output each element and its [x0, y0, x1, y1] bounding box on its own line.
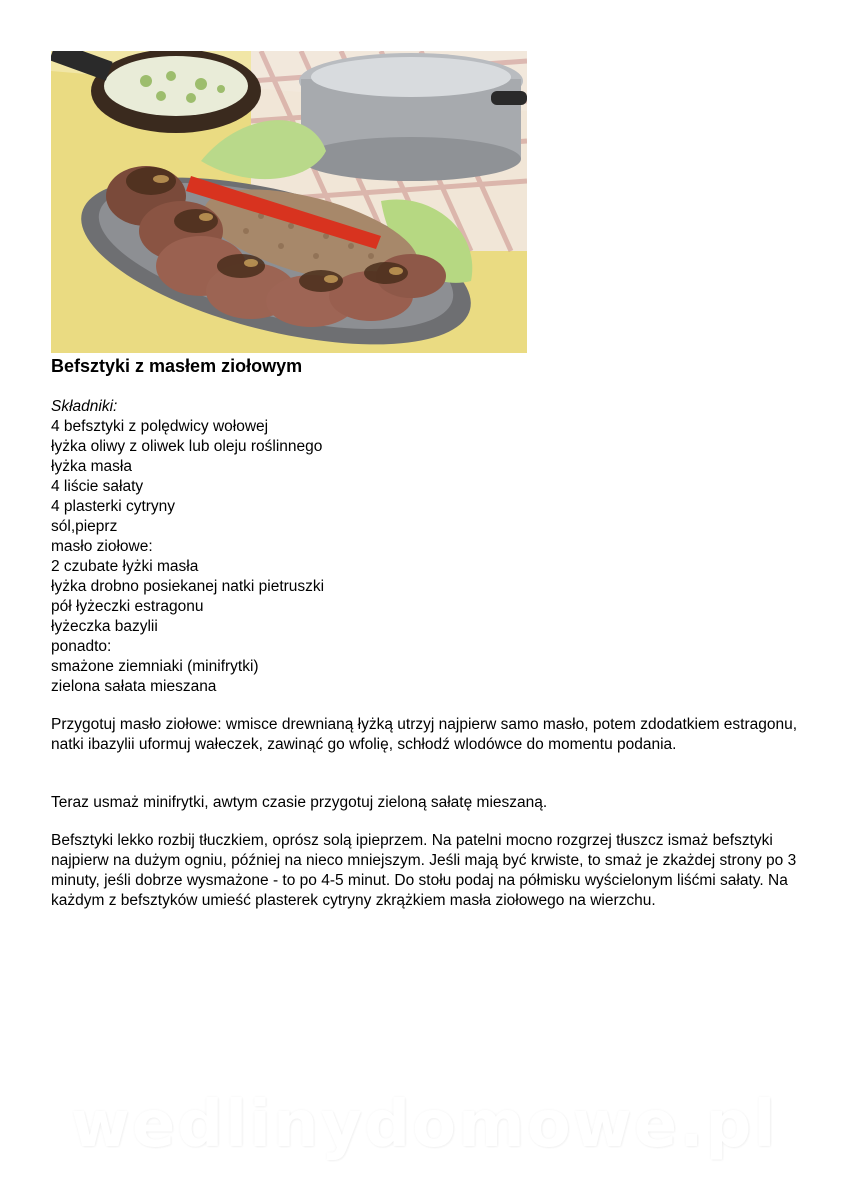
- ingredient-item: 4 befsztyki z polędwicy wołowej: [51, 418, 269, 435]
- ingredient-item: masło ziołowe:: [51, 538, 153, 555]
- food-illustration: [51, 51, 527, 353]
- ingredient-item: 2 czubate łyżki masła: [51, 558, 199, 575]
- ingredient-item: pół łyżeczki estragonu: [51, 598, 204, 615]
- step-paragraph-1: Przygotuj masło ziołowe: wmisce drewnianą łyżką utrzyj najpierw samo masło, potem zdodatkiem estragonu, natki ibazylii uformuj wałeczek, zawinąć go wfolię, schłodź wlodówce do momentu podania.: [51, 716, 798, 753]
- step-paragraph-2: Teraz usmaż minifrytki, awtym czasie przygotuj zieloną sałatę mieszaną.: [51, 794, 548, 811]
- watermark: wedlinydomowe.pl: [70, 1088, 778, 1162]
- ingredients-list: [51, 397, 811, 697]
- ingredient-item: smażone ziemniaki (minifrytki): [51, 658, 259, 675]
- ingredients-label: Składniki:: [51, 398, 118, 415]
- ingredient-item: łyżeczka bazylii: [51, 618, 158, 635]
- ingredient-item: łyżka oliwy z oliwek lub oleju roślinnego: [51, 438, 323, 455]
- step-paragraph-3: Befsztyki lekko rozbij tłuczkiem, oprósz solą ipieprzem. Na patelni mocno rozgrzej tłuszcz ismaż befsztyki najpierw na dużym ogniu, później na nieco mniejszym. Jeśli mają być krwiste, to smaż je zkażdej strony po 3 minuty, jeśli dobrze wysmażone - to po 4-5 minut. Do stołu podaj na półmisku wyścielonym liśćmi sałaty. Na każdym z befsztyków umieść plasterek cytryny zkrążkiem masła ziołowego na wierzchu.: [51, 832, 797, 909]
- ingredient-item: sól,pieprz: [51, 518, 118, 535]
- ingredient-item: łyżka drobno posiekanej natki pietruszki: [51, 578, 325, 595]
- ingredient-item: łyżka masła: [51, 458, 132, 475]
- ingredient-item: 4 liście sałaty: [51, 478, 144, 495]
- recipe-photo: [51, 51, 527, 353]
- ingredient-item: ponadto:: [51, 638, 112, 655]
- ingredient-item: zielona sałata mieszana: [51, 678, 217, 695]
- ingredient-item: 4 plasterki cytryny: [51, 498, 176, 515]
- recipe-title: Befsztyki z masłem ziołowym: [51, 356, 303, 376]
